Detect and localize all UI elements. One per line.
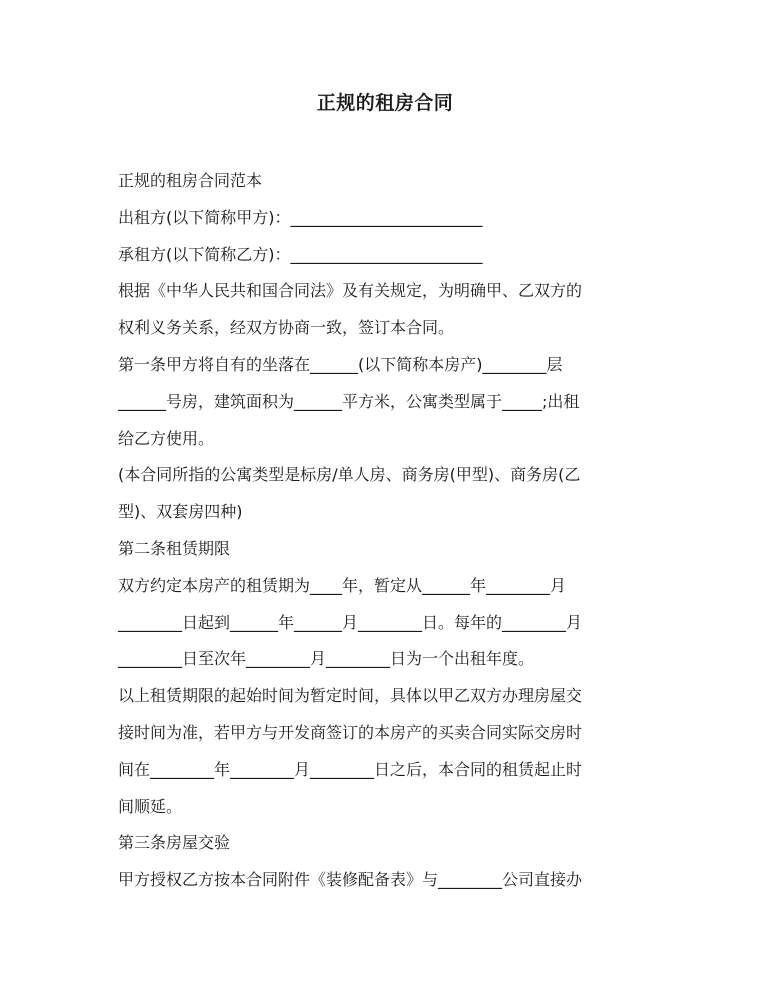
text-line: 型)、双套房四种) — [118, 502, 243, 522]
text-line: (本合同所指的公寓类型是标房/单人房、商务房(甲型)、商务房(乙 — [118, 465, 581, 485]
text-line: 间顺延。 — [118, 796, 183, 816]
document-title: 正规的租房合同 — [316, 92, 454, 114]
text-line: 双方约定本房产的租赁期为____年，暂定从______年________月 — [118, 575, 567, 595]
text-line: 甲方授权乙方按本合同附件《装修配备表》与________公司直接办 — [118, 870, 583, 890]
text-line: 承租方(以下简称乙方)：________________________ — [118, 244, 483, 264]
text-line: 给乙方使用。 — [118, 428, 215, 448]
text-line: 第一条甲方将自有的坐落在______(以下简称本房产)________层 — [118, 354, 563, 374]
document-body — [118, 163, 658, 899]
text-line: 正规的租房合同范本 — [118, 171, 263, 190]
text-line: 以上租赁期限的起始时间为暂定时间，具体以甲乙双方办理房屋交 — [118, 686, 583, 706]
text-line: ______号房，建筑面积为______平方米，公寓类型属于_____;出租 — [118, 391, 580, 411]
text-line: 间在________年________月________日之后，本合同的租赁起止时 — [118, 759, 583, 779]
text-line: ________日起到______年______月________日。每年的________月 — [118, 612, 583, 632]
text-line: 第二条租赁期限 — [118, 538, 231, 558]
text-line: 第三条房屋交验 — [118, 833, 231, 853]
text-line: 根据《中华人民共和国合同法》及有关规定，为明确甲、乙双方的 — [118, 281, 583, 301]
text-line: 出租方(以下简称甲方)：________________________ — [118, 207, 483, 227]
text-line: 接时间为准，若甲方与开发商签订的本房产的买卖合同实际交房时 — [118, 722, 583, 742]
text-line: ________日至次年________月________日为一个出租年度。 — [118, 649, 535, 669]
text-line: 权利义务关系，经双方协商一致，签订本合同。 — [118, 318, 455, 338]
